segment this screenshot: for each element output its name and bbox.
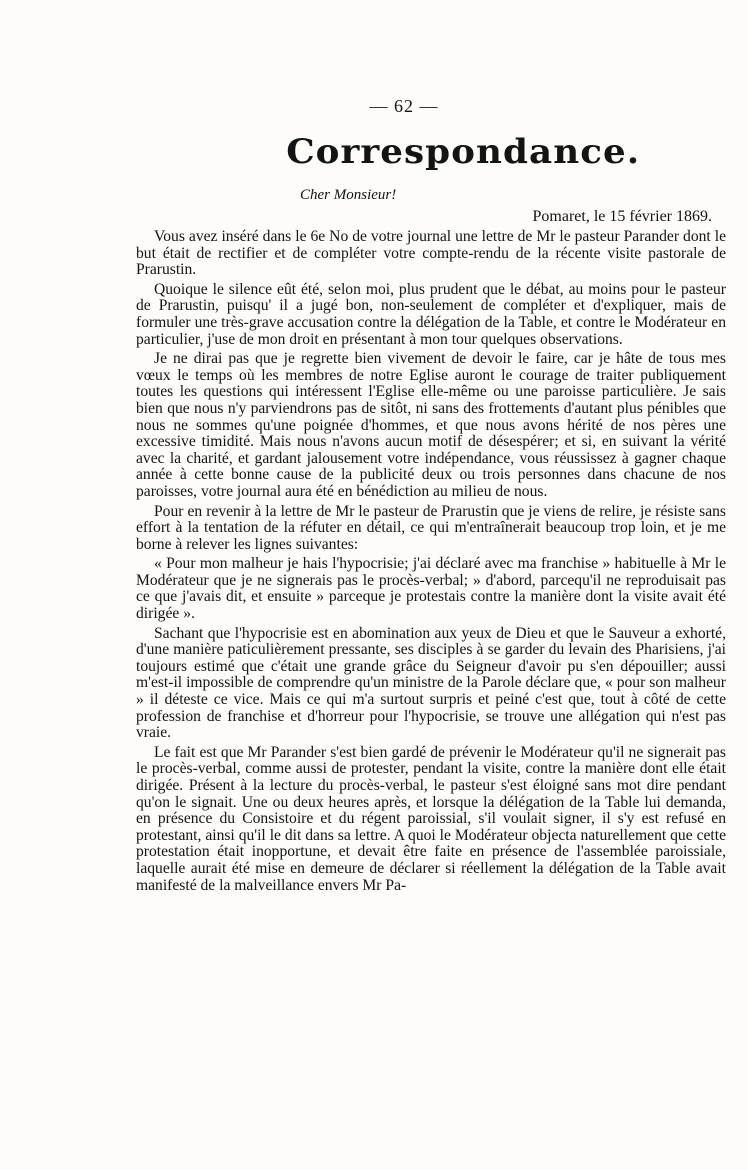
paragraph: Je ne dirai pas que je regrette bien vivement de devoir le faire, car je hâte de tous mes vœux le temps où les membres de notre Eglise auront le courage de traiter publiquement toutes les questions qui intéressent l'Eglise elle-même ou une paroisse particulière. Je sais bien que nous n'y parviendrons pas de sitôt, ni sans des frottements d'autant plus pénibles que nous ne sommes qu'une poignée d'hommes, et que nous avons hérité de nos pères une excessive timidité. Mais nous n'avons aucun motif de désespérer; et si, en suivant la vérité avec la charité, et gardant jalousement votre indépendance, vous réussissez à gagner chaque année à cette bonne cause de la publicité deux ou trois personnes dans chacune de nos paroisses, votre journal aura été en bénédiction au milieu de nous. [136,350,726,500]
letter-body [136,229,726,894]
paragraph: Le fait est que Mr Parander s'est bien gardé de prévenir le Modérateur qu'il ne signerait pas le procès-verbal, comme aussi de protester, pendant la visite, contre la manière dont elle était dirigée. Présent à la lecture du procès-verbal, le pasteur s'est éloigné sans mot dire pendant qu'on le signait. Une ou deux heures après, et lorsque la délégation de la Table lui demanda, en présence du Consistoire et du régent paroissial, s'il voulait signer, il s'y est refusé en protestant, ainsi qu'il le dit dans sa lettre. A quoi le Modérateur objecta naturellement que cette protestation était inopportune, et devait être faite en présence de l'assemblée paroissiale, laquelle aurait été mise en demeure de déclarer si réellement la délégation de la Table avait manifesté de la malveillance envers Mr Pa- [136,743,726,894]
page-title: Correspondance. [286,132,641,172]
paragraph: Sachant que l'hypocrisie est en abomination aux yeux de Dieu et que le Sauveur a exhorté, d'une manière paticulièrement pressante, ses disciples à se garder du levain des Pharisiens, j'ai toujours estimé que c'était une grande grâce du Seigneur d'avoir pu s'en dépouiller; aussi m'est-il impossible de comprendre qu'un ministre de la Parole déclare que, « pour son malheur » il déteste ce vice. Mais ce qui m'a surtout surpris et peiné c'est que, tout à côté de cette profession de franchise et d'horreur pour l'hypocrisie, se trouve une allégation qui n'est pas vraie. [136,624,726,742]
paragraph: Vous avez inséré dans le 6e No de votre journal une lettre de Mr le pasteur Parander dont le but était de rectifier et de compléter votre compte-rendu de la récente visite pastorale de Prarustin. [136,228,726,279]
paragraph: Quoique le silence eût été, selon moi, plus prudent que le débat, au moins pour le pasteur de Prarustin, puisqu' il a jugé bon, non-seulement de compléter et d'expliquer, mais de formuler une très-grave accusation contre la délégation de la Table, et contre le Modérateur en particulier, j'use de mon droit en présentant à mon tour quelques observations. [136,280,726,348]
paragraph: Pour en revenir à la lettre de Mr le pasteur de Prarustin que je viens de relire, je résiste sans effort à la tentation de la réfuter en détail, ce qui m'entraînerait beaucoup trop loin, et je me borne à relever les lignes suivantes: [136,502,726,553]
quoted-passage: « Pour mon malheur je hais l'hypocrisie; j'ai déclaré avec ma franchise » habituelle à Mr le Modérateur que je ne signerais pas le procès-verbal; » d'abord, parcequ'il ne reproduisait pas ce que j'avais dit, et ensuite » parceque je protestais contre la manière dont la visite avait été dirigée ». [136,555,726,623]
page-number: — 62 — [369,96,439,116]
salutation: Cher Monsieur! [300,187,397,203]
place-date: Pomaret, le 15 février 1869. [532,208,712,225]
